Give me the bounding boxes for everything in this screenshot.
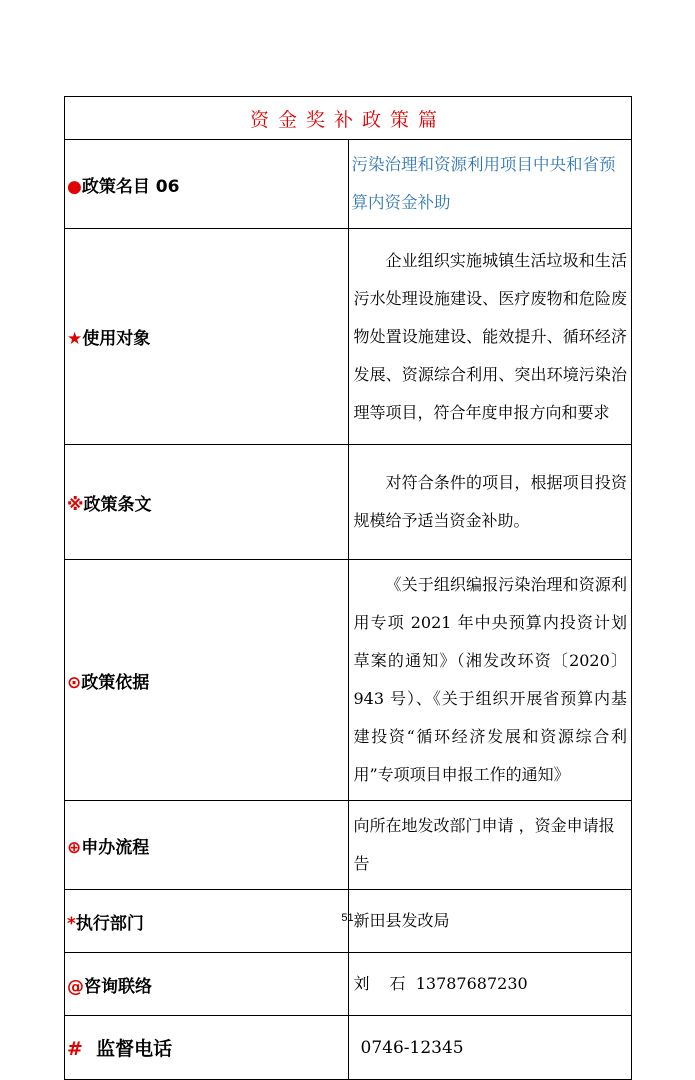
- clause-label: ※政策条文: [65, 445, 349, 560]
- dept-label: *执行部门: [65, 890, 349, 953]
- circled-plus-icon: ⊕: [67, 837, 82, 858]
- hash-icon: #: [67, 1038, 83, 1060]
- circled-dot-icon: ⊙: [67, 672, 82, 693]
- dept-value: 新田县发改局: [348, 890, 632, 953]
- target-value: 企业组织实施城镇生活垃圾和生活污水处理设施建设、医疗废物和危险废物处置设施建设、能效提升、循环经济发展、资源综合利用、突出环境污染治理等项目，符合年度申报方向和要求: [348, 229, 632, 445]
- table-row: [65, 953, 632, 1016]
- contact-value: [348, 953, 632, 1016]
- at-icon: @: [67, 976, 84, 997]
- table-row: [65, 229, 632, 445]
- contact-name-2: 石: [389, 974, 406, 993]
- policy-name-value: 污染治理和资源利用项目中央和省预算内资金补助: [348, 140, 632, 229]
- contact-phone: 13787687230: [415, 974, 528, 993]
- target-label: ★使用对象: [65, 229, 349, 445]
- supervision-phone-label: # 监督电话: [65, 1016, 349, 1080]
- supervision-phone-value: 0746-12345: [348, 1016, 632, 1080]
- star-icon: ★: [67, 329, 83, 349]
- process-value: 向所在地发改部门申请 ，资金申请报告: [348, 801, 632, 890]
- page-number: 51: [341, 912, 354, 924]
- table-row: [65, 445, 632, 560]
- asterisk-icon: *: [67, 913, 76, 934]
- contact-name: 刘: [353, 974, 370, 993]
- table-row: [65, 140, 632, 229]
- policy-name-label: ●政策名目 06: [65, 140, 349, 229]
- process-label: ⊕申办流程: [65, 801, 349, 890]
- section-title: 资金奖补政策篇: [65, 97, 632, 140]
- clause-value: 对符合条件的项目，根据项目投资规模给予适当资金补助。: [348, 445, 632, 560]
- table-row: [65, 560, 632, 801]
- bullet-icon: ●: [67, 176, 82, 197]
- basis-value: 《关于组织编报污染治理和资源利用专项 2021 年中央预算内投资计划草案的通知》（湘发改环资〔2020〕943 号）、《关于组织开展省预算内基建投资“循环经济发展和资源综合利用”专项项目申报工作的通知》: [348, 560, 632, 801]
- policy-table: [64, 96, 632, 1080]
- reference-mark-icon: ※: [67, 494, 84, 515]
- basis-label: ⊙政策依据: [65, 560, 349, 801]
- table-row: [65, 801, 632, 890]
- contact-label: @咨询联络: [65, 953, 349, 1016]
- table-row: [65, 1016, 632, 1080]
- table-header-row: [65, 97, 632, 140]
